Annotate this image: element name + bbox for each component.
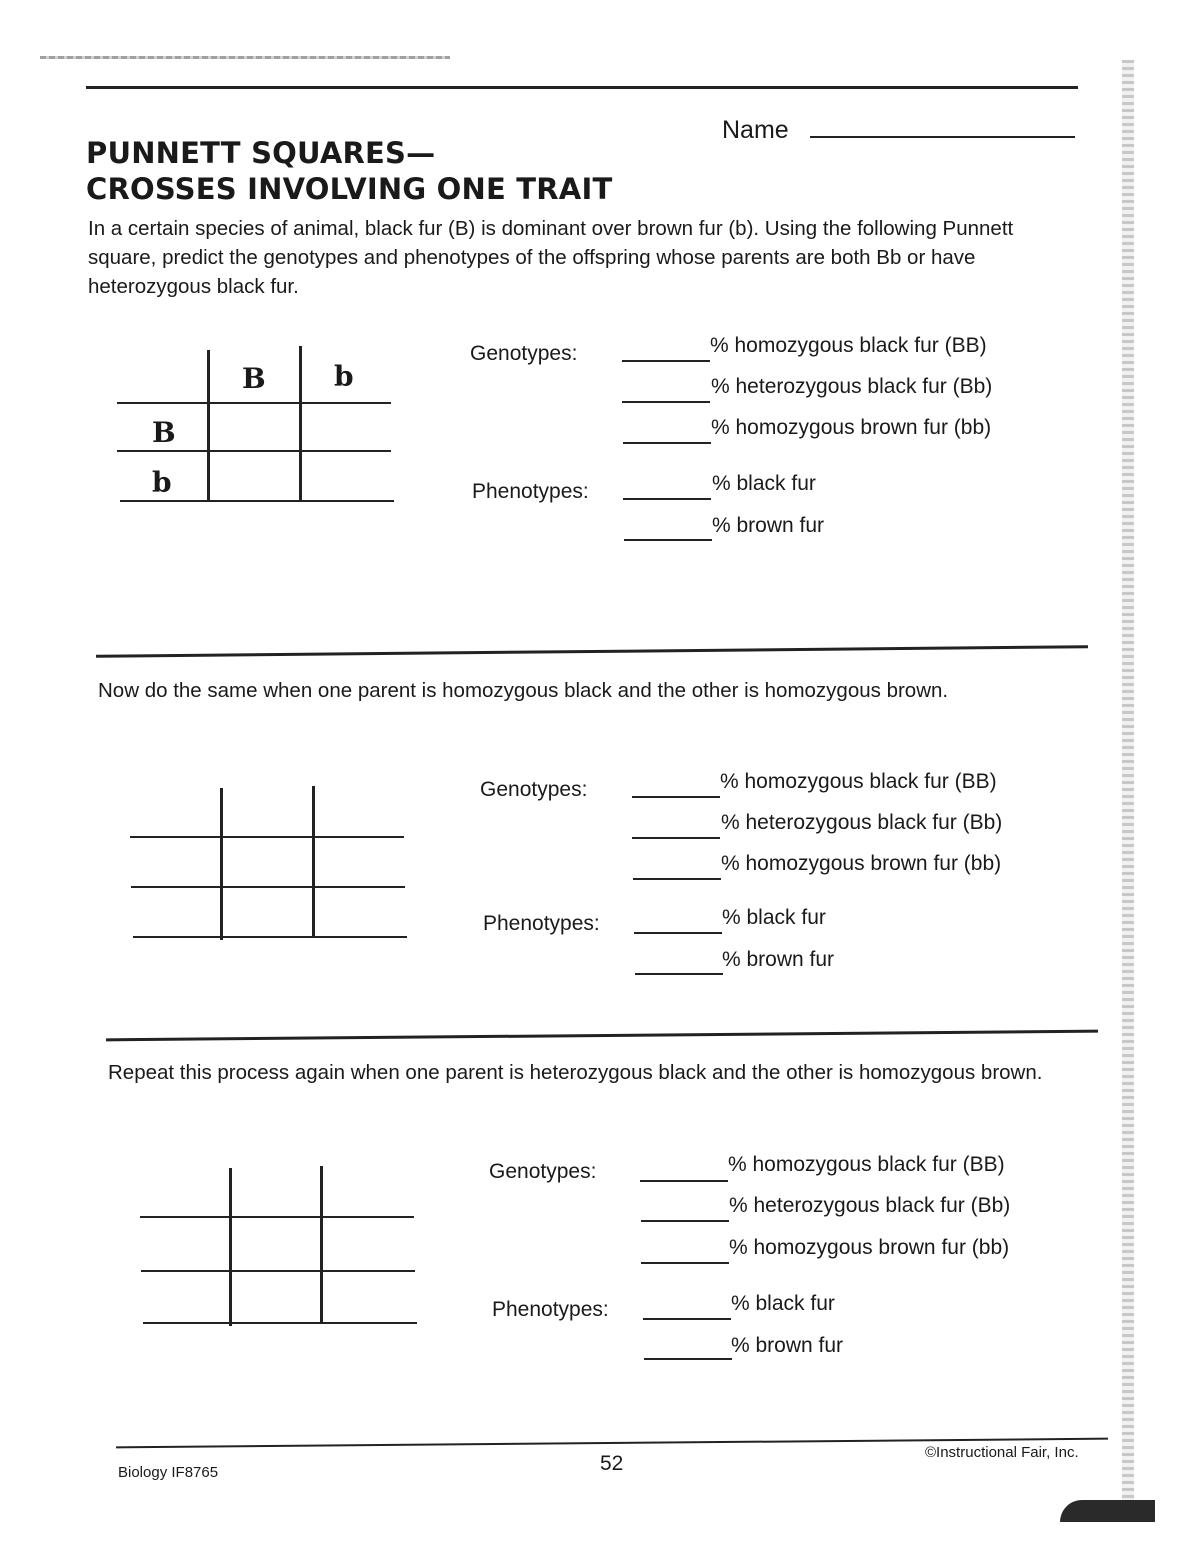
punnett2-hline-1 (130, 836, 404, 838)
name-label: Name (722, 116, 789, 144)
top-rule (86, 86, 1078, 89)
section2-blank-brown[interactable] (635, 973, 723, 975)
section3-genotype-2: % heterozygous black fur (Bb) (729, 1194, 1011, 1217)
punnett2-vline-2 (312, 786, 315, 938)
section2-blank-bb-brown[interactable] (633, 878, 721, 880)
section1-blank-black[interactable] (623, 498, 711, 500)
section1-phenotypes-label: Phenotypes: (472, 480, 589, 503)
punnett2-vline-1 (220, 788, 223, 940)
footer-book-code: Biology IF8765 (118, 1464, 219, 1481)
section1-genotype-1: % homozygous black fur (BB) (710, 334, 987, 357)
section3-phenotypes-label: Phenotypes: (492, 1298, 609, 1321)
section1-genotypes-label: Genotypes: (470, 342, 578, 365)
section1-genotype-3: % homozygous brown fur (bb) (711, 416, 992, 439)
punnett3-hline-3 (143, 1322, 417, 1324)
section3-phenotype-2: % brown fur (731, 1334, 844, 1357)
section3-blank-bb-brown[interactable] (641, 1262, 729, 1264)
punnett1-hline-3 (120, 500, 394, 502)
section2-phenotype-2: % brown fur (722, 948, 835, 971)
scan-artifact-top (40, 56, 450, 59)
page-title-line2: CROSSES INVOLVING ONE TRAIT (86, 172, 613, 206)
section2-phenotype-1: % black fur (722, 906, 826, 929)
section1-blank-bb-het[interactable] (622, 401, 710, 403)
section2-genotype-3: % homozygous brown fur (bb) (721, 852, 1002, 875)
punnett1-top-allele-1: B (242, 362, 266, 395)
section2-blank-bb[interactable] (632, 796, 720, 798)
footer-copyright: ©Instructional Fair, Inc. (925, 1444, 1079, 1461)
page-number: 52 (600, 1452, 624, 1475)
section-divider-2 (106, 1030, 1098, 1042)
section3-genotypes-label: Genotypes: (489, 1160, 597, 1183)
section-divider-1 (96, 645, 1088, 658)
section1-blank-bb[interactable] (622, 360, 710, 362)
punnett3-hline-2 (141, 1270, 415, 1272)
section1-blank-brown[interactable] (624, 539, 712, 541)
section1-prompt: In a certain species of animal, black fur (B) is dominant over brown fur (b). Using the following Punnett square, predict the genotypes and phenotypes of the offspring whose parents are both Bb or have heterozygous black fur. (88, 217, 1014, 298)
punnett1-top-allele-2: b (334, 360, 354, 393)
punnett2-hline-3 (133, 936, 407, 938)
punnett1-hline-2 (117, 450, 391, 452)
section1-phenotype-1: % black fur (712, 472, 816, 495)
section1-phenotype-2: % brown fur (712, 514, 825, 537)
section1-genotype-2: % heterozygous black fur (Bb) (711, 375, 993, 398)
section2-phenotypes-label: Phenotypes: (483, 912, 600, 935)
section2-prompt: Now do the same when one parent is homozygous black and the other is homozygous brown. (98, 679, 949, 702)
section2-genotype-1: % homozygous black fur (BB) (720, 770, 997, 793)
section1-blank-bb-brown[interactable] (623, 442, 711, 444)
punnett3-vline-1 (229, 1168, 232, 1326)
section3-blank-bb[interactable] (640, 1180, 728, 1182)
punnett1-hline-1 (117, 402, 391, 404)
section3-blank-black[interactable] (643, 1318, 731, 1320)
punnett1-side-allele-1: B (152, 416, 176, 449)
section3-prompt: Repeat this process again when one parent is heterozygous black and the other is homozygous brown. (108, 1061, 1043, 1084)
scan-artifact-right-edge (1122, 60, 1134, 1500)
name-field[interactable] (810, 136, 1075, 138)
section3-blank-bb-het[interactable] (641, 1220, 729, 1222)
section2-genotypes-label: Genotypes: (480, 778, 588, 801)
page-title-line1: PUNNETT SQUARES— (86, 136, 436, 170)
punnett1-side-allele-2: b (152, 466, 172, 499)
section2-blank-black[interactable] (634, 932, 722, 934)
section2-genotype-2: % heterozygous black fur (Bb) (721, 811, 1003, 834)
section3-blank-brown[interactable] (644, 1358, 732, 1360)
punnett2-hline-2 (131, 886, 405, 888)
punnett1-vline-2 (299, 346, 302, 502)
scan-artifact-corner (1060, 1500, 1155, 1522)
section3-genotype-3: % homozygous brown fur (bb) (729, 1236, 1010, 1259)
punnett3-vline-2 (320, 1166, 323, 1324)
punnett1-cells[interactable] (207, 405, 210, 500)
section3-phenotype-1: % black fur (731, 1292, 835, 1315)
section3-genotype-1: % homozygous black fur (BB) (728, 1153, 1005, 1176)
punnett3-hline-1 (140, 1216, 414, 1218)
section2-blank-bb-het[interactable] (632, 837, 720, 839)
